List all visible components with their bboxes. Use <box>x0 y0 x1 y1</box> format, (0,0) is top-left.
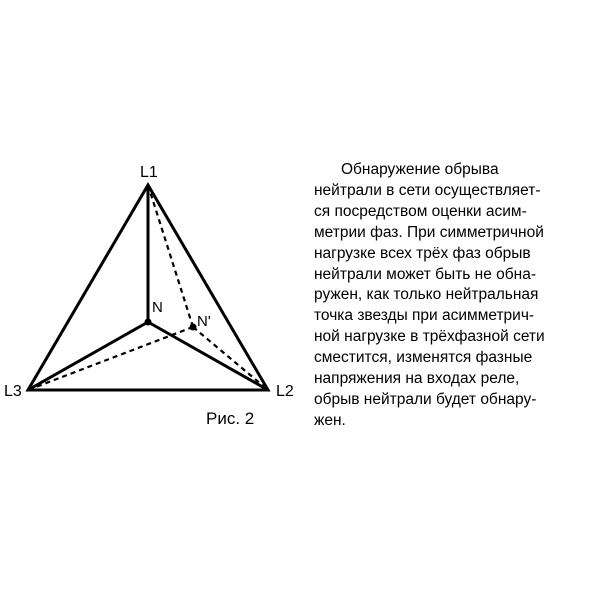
text-line: обрыв нейтрали будет обнару- <box>314 390 537 408</box>
label-n: N <box>152 299 163 316</box>
text-line: ся посредством оценки асим- <box>314 202 527 220</box>
dashed-line-nprime-l2 <box>193 327 268 390</box>
label-l2: L2 <box>276 383 294 400</box>
label-l1: L1 <box>140 164 158 181</box>
description-paragraph <box>314 160 584 432</box>
text-line: метрии фаз. При симметричной <box>314 223 544 241</box>
figure-caption: Рис. 2 <box>206 409 255 428</box>
text-line: точка звезды при асимметрич- <box>314 307 535 325</box>
text-line: нейтрали может быть не обна- <box>314 265 536 283</box>
neutral-point-n-prime <box>190 324 197 331</box>
text-line: ной нагрузке в трёхфазной сети <box>314 328 545 346</box>
text-line: жен. <box>314 411 346 429</box>
text-line: нейтрали в сети осуществляет- <box>314 181 541 199</box>
text-line: сместится, изменятся фазные <box>314 349 533 367</box>
text-line: напряжения на входах реле, <box>314 370 520 388</box>
neutral-point-n <box>145 319 152 326</box>
line-n-l2 <box>148 322 268 390</box>
text-line: нагрузке всех трёх фаз обрыв <box>314 244 531 262</box>
text-line: Обнаружение обрыва <box>341 161 499 178</box>
label-n-prime: N' <box>197 313 211 330</box>
text-line: ружен, как только нейтральная <box>314 286 539 304</box>
dashed-line-nprime-l3 <box>28 327 193 390</box>
label-l3: L3 <box>4 383 22 400</box>
line-n-l3 <box>28 322 148 390</box>
